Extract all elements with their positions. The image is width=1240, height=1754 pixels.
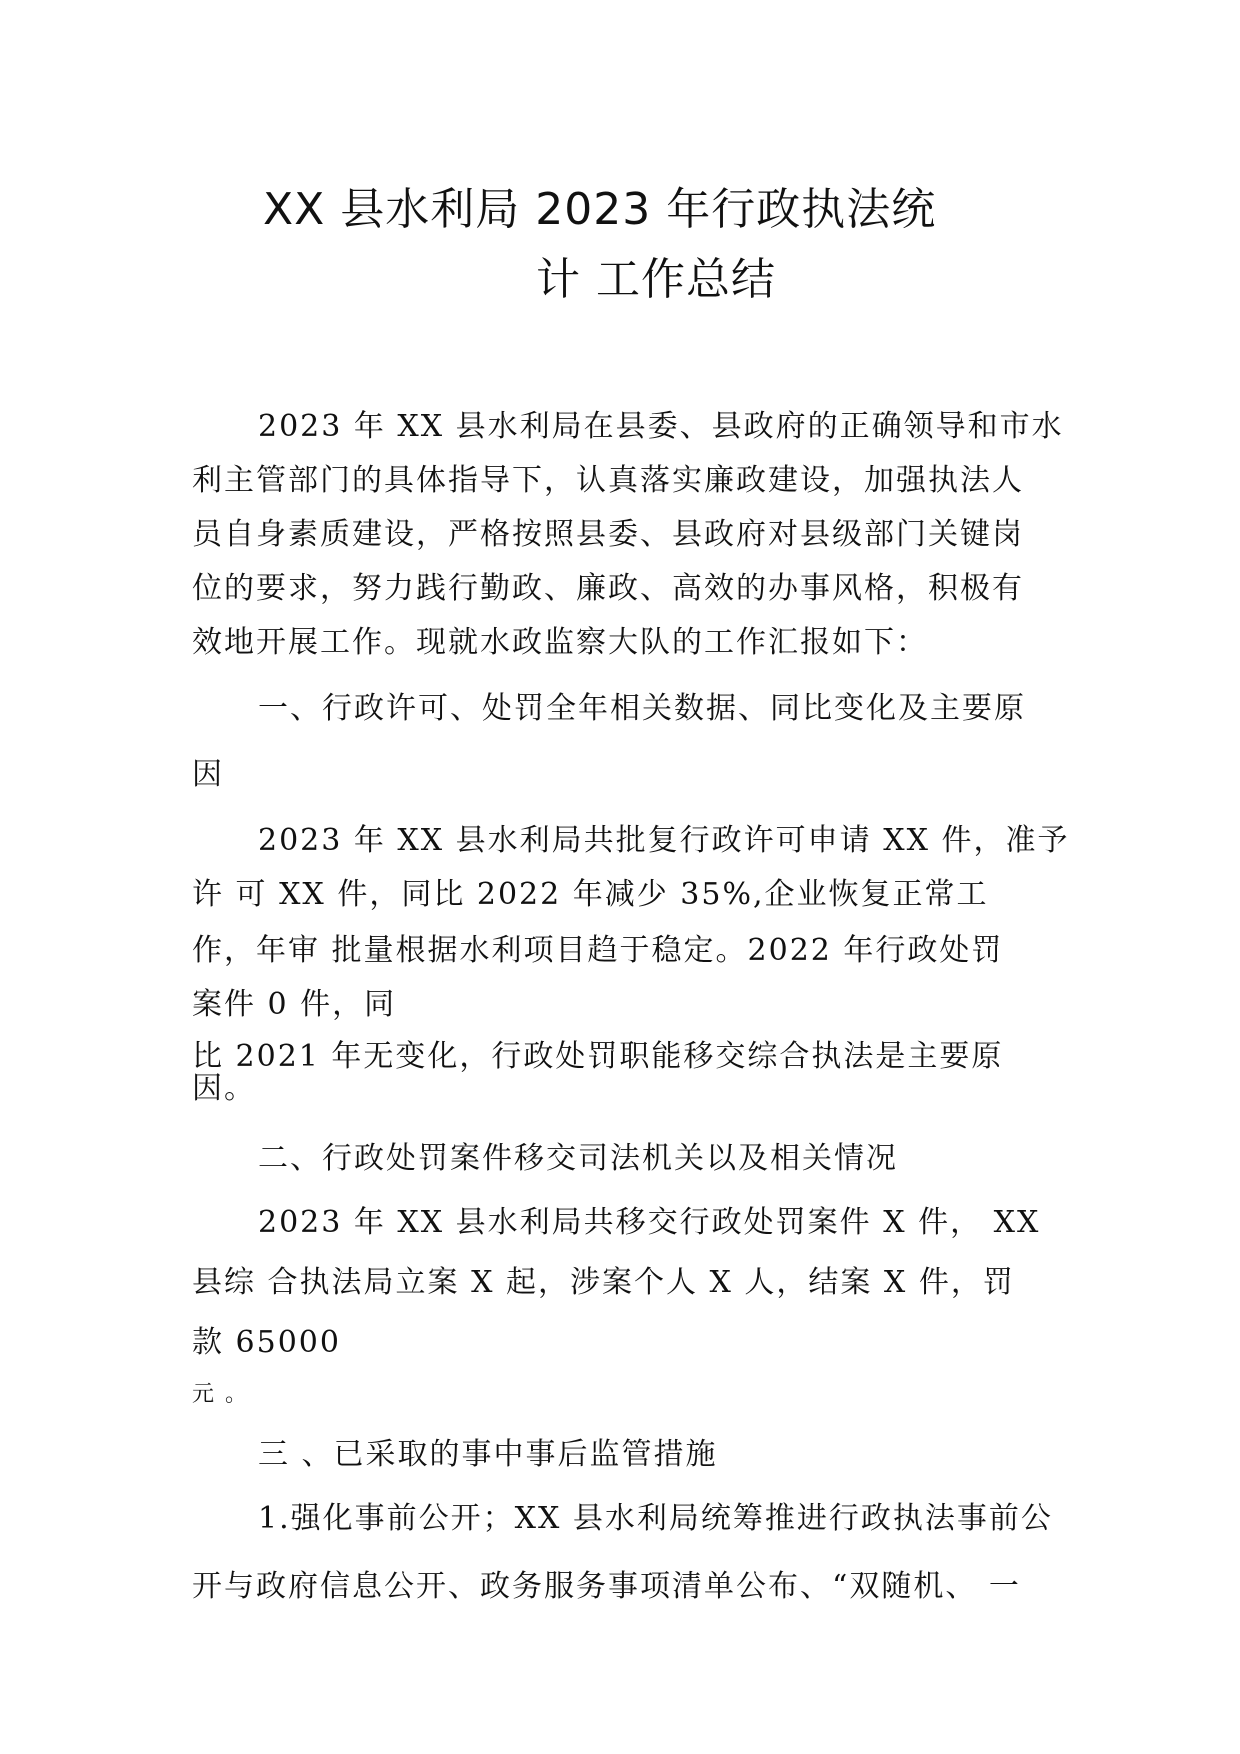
section-heading-1: 一、行政许可、处罚全年相关数据、同比变化及主要原 xyxy=(258,691,1026,726)
section-heading-3: 三 、已采取的事中事后监管措施 xyxy=(258,1437,718,1472)
paragraph-line: 作，年审 批量根据水利项目趋于稳定。2022 年行政处罚 xyxy=(192,933,1004,968)
paragraph-line: 因。 xyxy=(192,1071,256,1106)
paragraph-line: 比 2021 年无变化，行政处罚职能移交综合执法是主要原 xyxy=(192,1039,1004,1074)
paragraph-line: 许 可 XX 件，同比 2022 年减少 35%,企业恢复正常工 xyxy=(192,877,989,912)
paragraph-line: 位的要求，努力践行勤政、廉政、高效的办事风格，积极有 xyxy=(192,571,1024,606)
paragraph-line: 案件 0 件，同 xyxy=(192,987,397,1022)
paragraph-line: 2023 年 XX 县水利局在县委、县政府的正确领导和市水 xyxy=(258,409,1064,444)
paragraph-line: 县综 合执法局立案 X 起，涉案个人 X 人，结案 X 件，罚 xyxy=(192,1265,1015,1300)
section-heading-2: 二、行政处罚案件移交司法机关以及相关情况 xyxy=(258,1141,898,1176)
paragraph-line: 2023 年 XX 县水利局共批复行政许可申请 XX 件，准予 xyxy=(258,823,1070,858)
paragraph-line: 2023 年 XX 县水利局共移交行政处罚案件 X 件， XX xyxy=(258,1205,1041,1240)
paragraph-line: 款 65000 xyxy=(192,1325,341,1360)
section-heading-1-cont: 因 xyxy=(192,757,224,792)
paragraph-line: 利主管部门的具体指导下，认真落实廉政建设，加强执法人 xyxy=(192,463,1024,498)
paragraph-line: 员自身素质建设，严格按照县委、县政府对县级部门关键岗 xyxy=(192,517,1024,552)
paragraph-line: 1.强化事前公开；XX 县水利局统筹推进行政执法事前公 xyxy=(258,1501,1053,1536)
paragraph-line: 元 。 xyxy=(192,1382,249,1407)
document-title-line-1: XX 县水利局 2023 年行政执法统 xyxy=(263,184,937,235)
paragraph-line: 开与政府信息公开、政务服务事项清单公布、“双随机、 一 xyxy=(192,1569,1021,1604)
document-title-line-2: 计 工作总结 xyxy=(536,254,776,305)
paragraph-line: 效地开展工作。现就水政监察大队的工作汇报如下： xyxy=(192,625,928,660)
